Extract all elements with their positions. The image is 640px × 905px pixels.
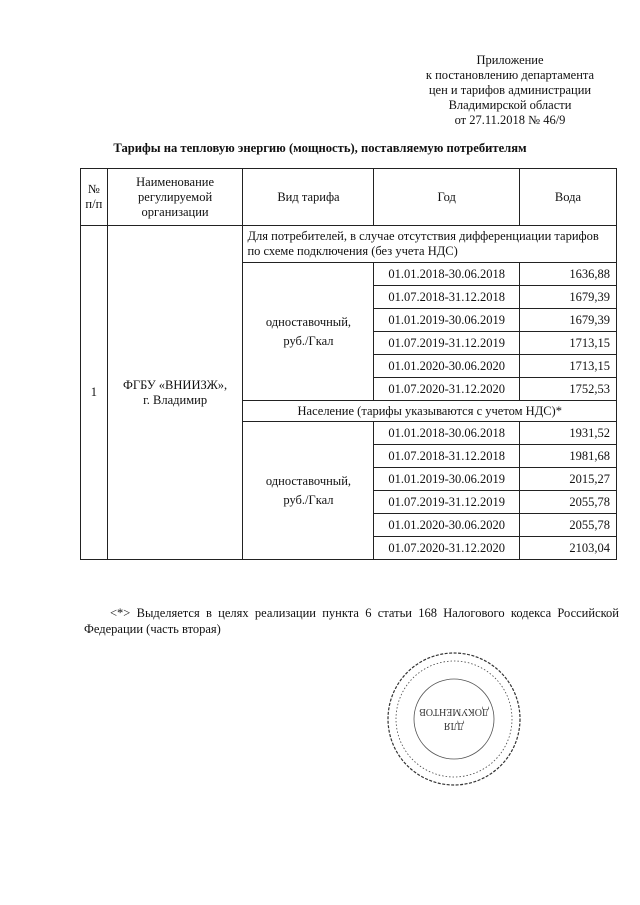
- period-cell: 01.07.2018-31.12.2018: [374, 445, 520, 468]
- category-row-1: [81, 226, 617, 263]
- value-cell: 1713,15: [519, 355, 616, 378]
- footnote: <*> Выделяется в целях реализации пункта 6 статьи 168 Налогового кодекса Российской Федерации (часть вторая): [84, 606, 619, 636]
- table-header-row: [81, 169, 617, 226]
- period-cell: 01.01.2019-30.06.2019: [374, 468, 520, 491]
- organization-city: г. Владимир: [143, 392, 208, 407]
- value-cell: 1981,68: [519, 445, 616, 468]
- category-1: Для потребителей, в случае отсутствия дифференциации тарифов по схеме подключения (без учета НДС): [243, 226, 617, 263]
- document-stamp: [384, 649, 524, 789]
- period-cell: 01.01.2020-30.06.2020: [374, 514, 520, 537]
- appendix-line-2: к постановлению департамента: [425, 68, 595, 82]
- value-cell: 1931,52: [519, 422, 616, 445]
- header-num: № п/п: [81, 169, 108, 226]
- category-2: Население (тарифы указываются с учетом НДС)*: [243, 401, 617, 422]
- stamp-text-line1: ДЛЯ: [443, 720, 465, 731]
- document-title: Тарифы на тепловую энергию (мощность), поставляемую потребителям: [113, 141, 527, 155]
- organization-name: ФГБУ «ВНИИЗЖ»,: [122, 377, 228, 392]
- value-cell: 2015,27: [519, 468, 616, 491]
- stamp-text-line2: ДОКУМЕНТОВ: [419, 706, 489, 717]
- period-cell: 01.01.2019-30.06.2019: [374, 309, 520, 332]
- period-cell: 01.01.2018-30.06.2018: [374, 422, 520, 445]
- appendix-line-4: Владимирской области: [448, 98, 572, 112]
- period-cell: 01.07.2019-31.12.2019: [374, 491, 520, 514]
- tariff-type-cell: [243, 263, 374, 401]
- appendix-line-1: Приложение: [476, 53, 544, 67]
- tariff-unit-label: руб./Гкал: [283, 492, 334, 507]
- value-cell: 1679,39: [519, 309, 616, 332]
- value-cell: 1636,88: [519, 263, 616, 286]
- tariff-type-label: одноставочный,: [265, 473, 352, 488]
- value-cell: 1752,53: [519, 378, 616, 401]
- row-number: 1: [81, 226, 108, 560]
- period-cell: 01.07.2018-31.12.2018: [374, 286, 520, 309]
- period-cell: 01.01.2020-30.06.2020: [374, 355, 520, 378]
- header-year: Год: [374, 169, 520, 226]
- appendix-header: [400, 53, 620, 128]
- header-type: Вид тарифа: [243, 169, 374, 226]
- appendix-line-3: цен и тарифов администрации: [428, 83, 592, 97]
- value-cell: 2103,04: [519, 537, 616, 560]
- value-cell: 2055,78: [519, 514, 616, 537]
- value-cell: 1679,39: [519, 286, 616, 309]
- tariff-type-cell: [243, 422, 374, 560]
- header-value: Вода: [519, 169, 616, 226]
- period-cell: 01.01.2018-30.06.2018: [374, 263, 520, 286]
- period-cell: 01.07.2020-31.12.2020: [374, 537, 520, 560]
- header-org: Наименование регулируемой организации: [107, 169, 243, 226]
- tariff-unit-label: руб./Гкал: [283, 333, 334, 348]
- period-cell: 01.07.2020-31.12.2020: [374, 378, 520, 401]
- value-cell: 1713,15: [519, 332, 616, 355]
- tariff-table: [80, 168, 617, 560]
- appendix-line-5: от 27.11.2018 № 46/9: [454, 113, 566, 127]
- tariff-type-label: одноставочный,: [265, 314, 352, 329]
- organization-cell: [107, 226, 243, 560]
- period-cell: 01.07.2019-31.12.2019: [374, 332, 520, 355]
- value-cell: 2055,78: [519, 491, 616, 514]
